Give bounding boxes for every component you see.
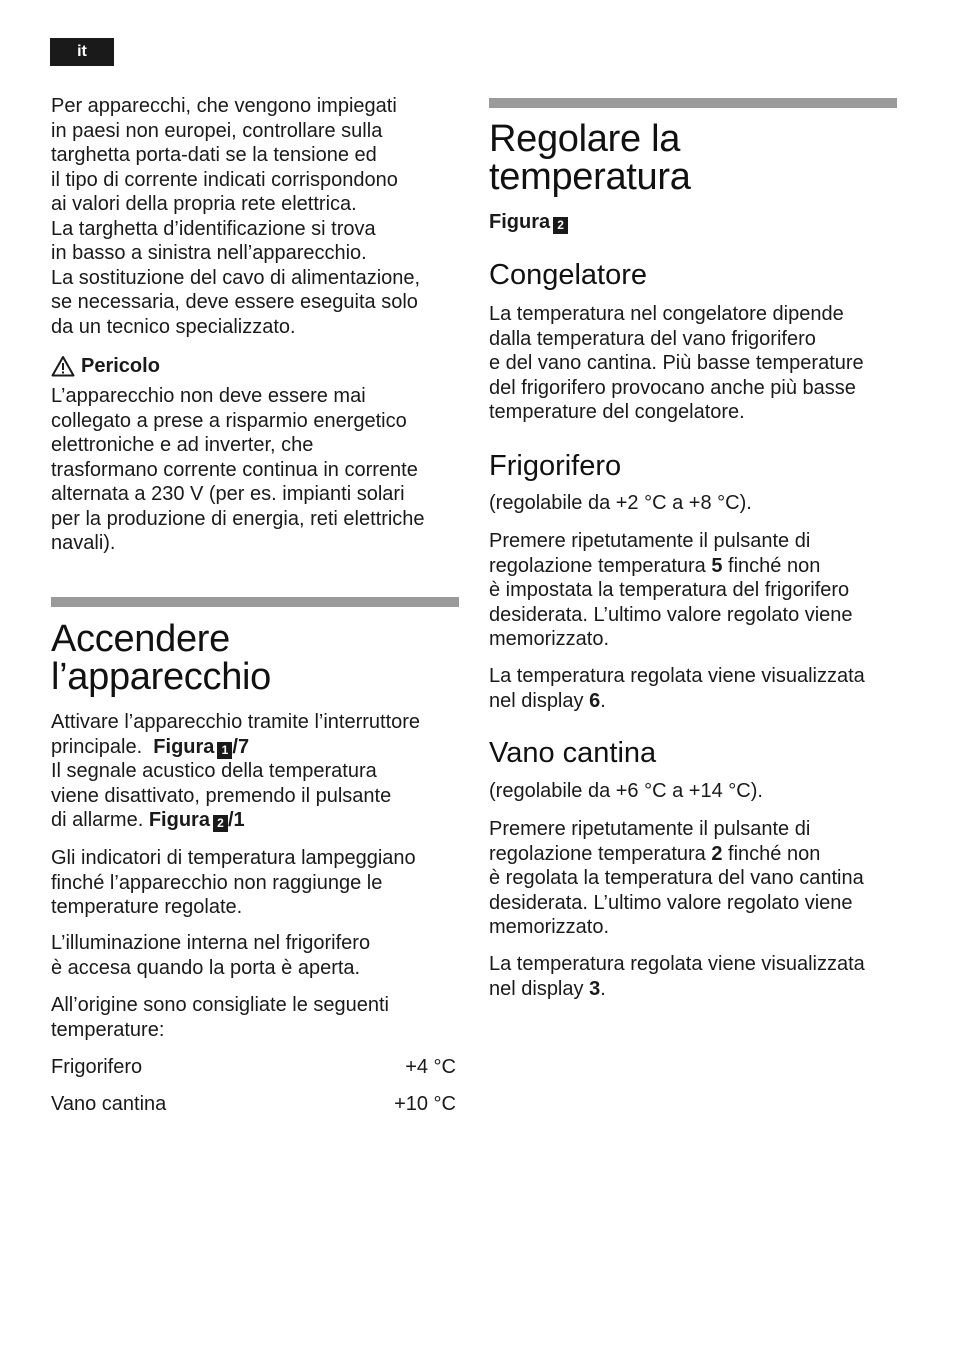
vano-cantina-instructions: Premere ripetutamente il pulsante di regolazione temperatura 2 finché non è regolata la temperatura del vano cantina desiderata. L’ultimo valore regolato viene memorizzato. xyxy=(489,818,864,938)
frigorifero-display-note: La temperatura regolata viene visualizzata nel display 6. xyxy=(489,665,865,712)
vano-cantina-range: (regolabile da +6 °C a +14 °C). xyxy=(489,780,763,802)
temperature-row xyxy=(51,1092,456,1116)
figure-reference: Figura 2 /1 xyxy=(148,809,245,831)
figure-number-badge: 2 xyxy=(213,815,228,832)
temperature-value: +10 °C xyxy=(394,1093,456,1115)
temperature-label: Frigorifero xyxy=(51,1056,143,1078)
intro-paragraph: Per apparecchi, che vengono impiegati in paesi non europei, controllare sulla targhetta porta-dati se la tensione ed il tipo di corrente indicati corrispondono ai valori della propria rete elettrica. La targhetta d’identificazione si trova in basso a sinistra nell’apparecchio. La sostituzione del cavo di alimentazione, se necessaria, deve essere eseguita solo da un tecnico specializzato. xyxy=(51,95,421,338)
danger-title: Pericolo xyxy=(81,355,160,377)
figure-number-badge: 2 xyxy=(553,217,568,234)
vano-cantina-display-note: La temperatura regolata viene visualizzata nel display 3. xyxy=(489,953,865,1000)
recommended-paragraph: All’origine sono consigliate le seguenti temperature: xyxy=(51,994,389,1041)
danger-heading xyxy=(51,354,160,378)
danger-text: L’apparecchio non deve essere mai collegato a prese a risparmio energetico elettroniche e ad inverter, che trasformano corrente continua in corrente alternata a 230 V (per es. impianti solari per la produzione di energia, reti elettriche navali). xyxy=(51,385,425,554)
section-title-regolare: Regolare la temperatura xyxy=(489,118,691,198)
temperature-row xyxy=(51,1055,456,1079)
lighting-paragraph: L’illuminazione interna nel frigorifero è accesa quando la porta è aperta. xyxy=(51,932,371,979)
frigorifero-range: (regolabile da +2 °C a +8 °C). xyxy=(489,492,752,514)
subsection-title-congelatore: Congelatore xyxy=(489,259,647,291)
switch-on-paragraph: Attivare l’apparecchio tramite l’interruttore principale. Figura 1 /7 Il segnale acustico della temperatura viene disattivato, premendo il pulsante di allarme. Figura 2 /1 xyxy=(51,711,421,831)
frigorifero-instructions: Premere ripetutamente il pulsante di regolazione temperatura 5 finché non è impostata la temperatura del frigorifero desiderata. L’ultimo valore regolato viene memorizzato. xyxy=(489,530,853,650)
subsection-title-vano-cantina: Vano cantina xyxy=(489,737,657,769)
subsection-title-frigorifero: Frigorifero xyxy=(489,450,622,482)
section-divider xyxy=(489,98,897,108)
congelatore-text: La temperatura nel congelatore dipende dalla temperatura del vano frigorifero e del vano cantina. Più basse temperature del frigorifero provocano anche più basse temperature del congelatore. xyxy=(489,303,864,423)
temperature-value: +4 °C xyxy=(405,1056,456,1078)
figure-number-badge: 1 xyxy=(217,742,232,759)
figure-reference: Figura 2 xyxy=(489,210,568,234)
indicators-paragraph: Gli indicatori di temperatura lampeggiano finché l’apparecchio non raggiunge le temperature regolate. xyxy=(51,847,416,918)
figure-reference: Figura 1 /7 xyxy=(153,735,250,758)
language-tab: it xyxy=(50,38,114,66)
section-divider xyxy=(51,597,459,607)
warning-triangle-icon xyxy=(51,355,75,377)
section-title-accendere: Accendere l’apparecchio xyxy=(51,618,272,698)
temperature-label: Vano cantina xyxy=(51,1093,167,1115)
